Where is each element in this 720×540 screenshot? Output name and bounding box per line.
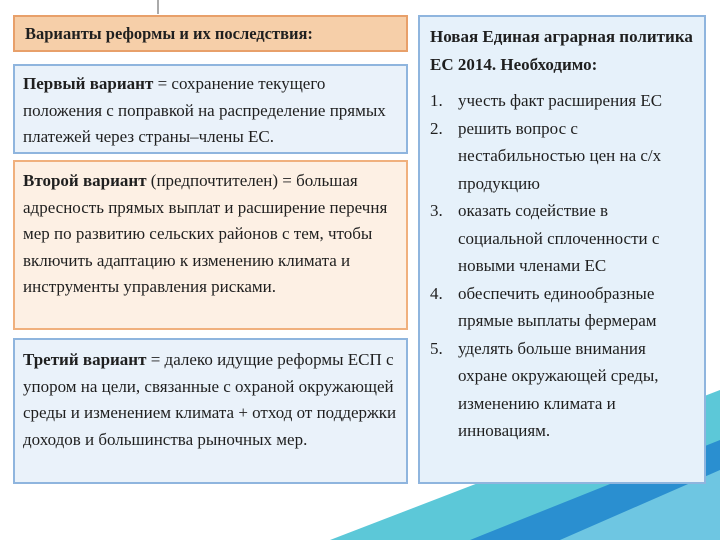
- section-title-text: Варианты реформы и их последствия:: [25, 24, 313, 43]
- list-item-text: уделять больше внимания охране окружающей среды, изменению климата и инновациям.: [458, 338, 659, 440]
- list-item-text: учесть факт расширения ЕС: [458, 91, 663, 110]
- list-item-text: оказать содействие в социальной сплоченности с новыми членами ЕС: [458, 201, 660, 275]
- variant-text: (предпочтителен) = большая адресность прямых выплат и расширение перечня мер по развитию сельских районов с тем, чтобы включить адаптацию к изменению климата и инструменты управления рисками.: [23, 171, 388, 296]
- list-item-number: 1.: [430, 91, 443, 110]
- list-item-number: 3.: [430, 201, 443, 220]
- list-item-number: 4.: [430, 283, 443, 303]
- list-item-number: 2.: [430, 118, 443, 138]
- list-item: [430, 335, 694, 445]
- variant-lead: Первый вариант: [23, 74, 154, 93]
- list-item: [430, 197, 694, 280]
- list-item: [430, 87, 694, 115]
- policy-list: [430, 87, 694, 445]
- list-item: [430, 115, 694, 198]
- section-title: [13, 15, 408, 52]
- list-item-text: обеспечить единообразные прямые выплаты фермерам: [458, 283, 657, 330]
- policy-box: [418, 15, 706, 484]
- variant-box-2: [13, 160, 408, 330]
- variant-text: = сохранение текущего положения с поправкой на распределение прямых платежей через страны–члены ЕС.: [23, 74, 386, 146]
- variant-lead: Второй вариант: [23, 171, 147, 190]
- list-item-number: 5.: [430, 338, 443, 358]
- variant-lead: Третий вариант: [23, 350, 147, 369]
- list-item: [430, 280, 694, 335]
- variant-text: = далеко идущие реформы ЕСП с упором на цели, связанные с охраной окружающей среды и изменением климата + отход от поддержки доходов и большинства рыночных мер.: [23, 350, 397, 449]
- variant-box-1: [13, 64, 408, 154]
- policy-title: Новая Единая аграрная политика ЕС 2014. Необходимо:: [430, 27, 693, 74]
- variant-box-3: [13, 338, 408, 484]
- list-item-text: решить вопрос с нестабильностью цен на с/х продукцию: [458, 118, 662, 193]
